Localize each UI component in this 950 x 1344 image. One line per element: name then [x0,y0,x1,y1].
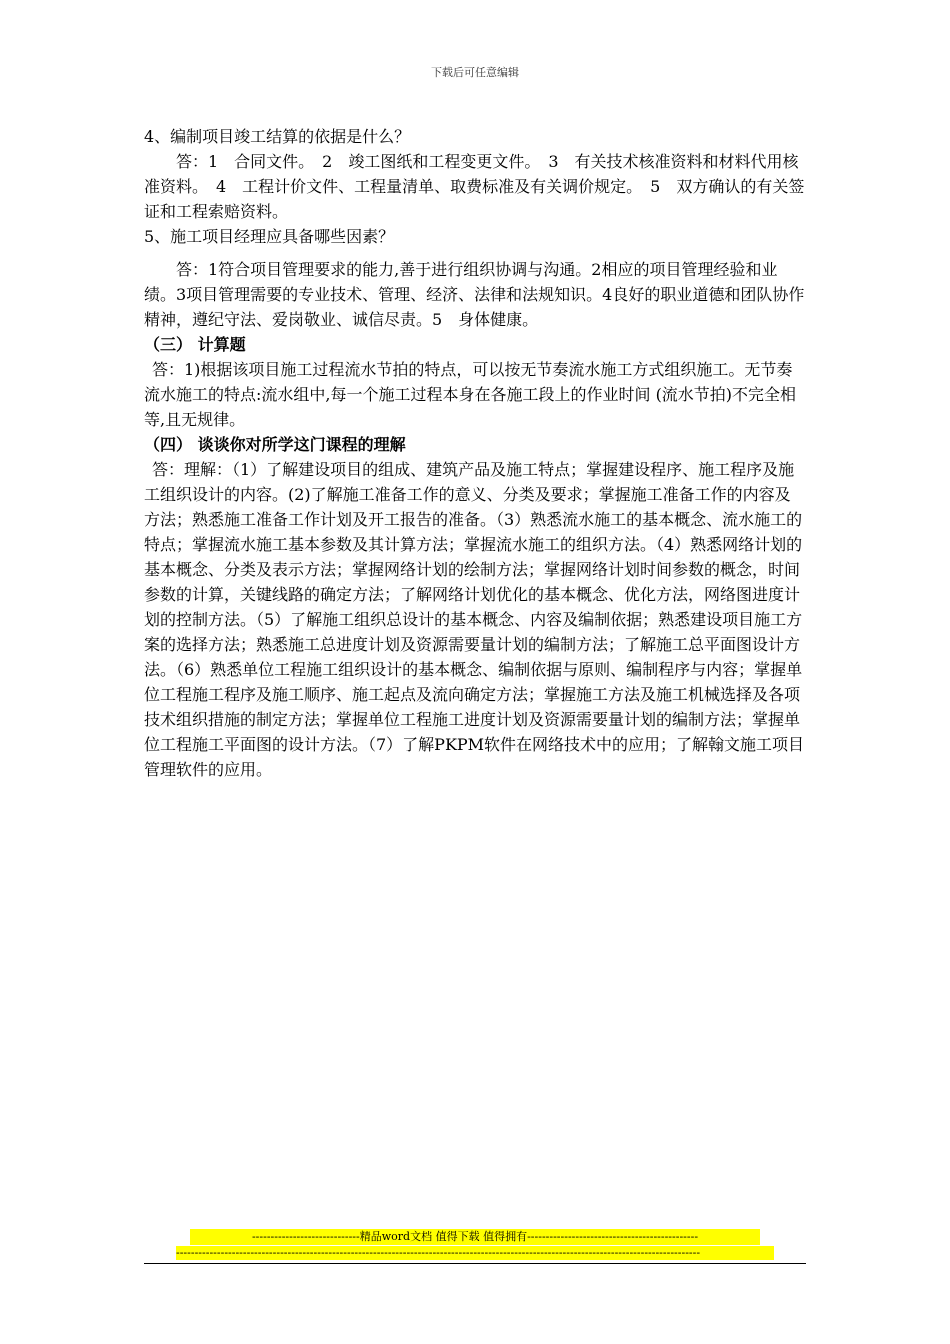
question-4-answer: 答：1 合同文件。 2 竣工图纸和工程变更文件。 3 有关技术核准资料和材料代用核准资料。 4 工程计价文件、工程量清单、取费标准及有关调价规定。 5 双方确认的有关签证和工程索赔资料。 [144,152,805,221]
section-4-answer: 答：理解：（1）了解建设项目的组成、建筑产品及施工特点；掌握建设程序、施工程序及施工组织设计的内容。(2)了解施工准备工作的意义、分类及要求；掌握施工准备工作的内容及方法；熟悉施工准备工作计划及开工报告的准备。（3）熟悉流水施工的基本概念、流水施工的特点；掌握流水施工基本参数及其计算方法；掌握流水施工的组织方法。（4）熟悉网络计划的基本概念、分类及表示方法；掌握网络计划的绘制方法；掌握网络计划时间参数的概念，时间参数的计算，关键线路的确定方法；了解网络计划优化的基本概念、优化方法，网络图进度计划的控制方法。（5）了解施工组织总设计的基本概念、内容及编制依据；熟悉建设项目施工方案的选择方法；熟悉施工总进度计划及资源需要量计划的编制方法；了解施工总平面图设计方法。（6）熟悉单位工程施工组织设计的基本概念、编制依据与原则、编制程序与内容；掌握单位工程施工程序及施工顺序、施工起点及流向确定方法；掌握施工方法及施工机械选择及各项技术组织措施的制定方法；掌握单位工程施工进度计划及资源需要量计划的编制方法；掌握单位工程施工平面图的设计方法。（7）了解PKPM软件在网络技术中的应用；了解翰文施工项目管理软件的应用。 [144,460,805,779]
question-4-title: 4、编制项目竣工结算的依据是什么？ [144,127,411,146]
page-header: 下载后可任意编辑 [431,66,519,79]
question-5-answer: 答：1符合项目管理要求的能力,善于进行组织协调与沟通。2相应的项目管理经验和业绩。3项目管理需要的专业技术、管理、经济、法律和法规知识。4良好的职业道德和团队协作精神，遵纪守法、爱岗敬业、诚信尽责。5 身体健康。 [144,260,805,329]
document-body [144,124,806,782]
section-3-heading: （三） 计算题 [144,335,246,354]
section-4-heading: （四） 谈谈你对所学这门课程的理解 [144,435,406,454]
footer-divider [144,1263,806,1264]
footer-dash-line: --------------------------------------------------------------------------------------------------------------------------------------------- [176,1246,774,1260]
section-3-answer: 答：1)根据该项目施工过程流水节拍的特点，可以按无节奏流水施工方式组织施工。无节奏流水施工的特点:流水组中,每一个施工过程本身在各施工段上的作业时间 (流水节拍)不完全相等,且无规律。 [144,360,797,429]
footer-banner: -----------------------------精品word文档 值得下载 值得拥有---------------------------------------------- [190,1229,760,1245]
question-5-title: 5、施工项目经理应具备哪些因素？ [144,227,395,246]
